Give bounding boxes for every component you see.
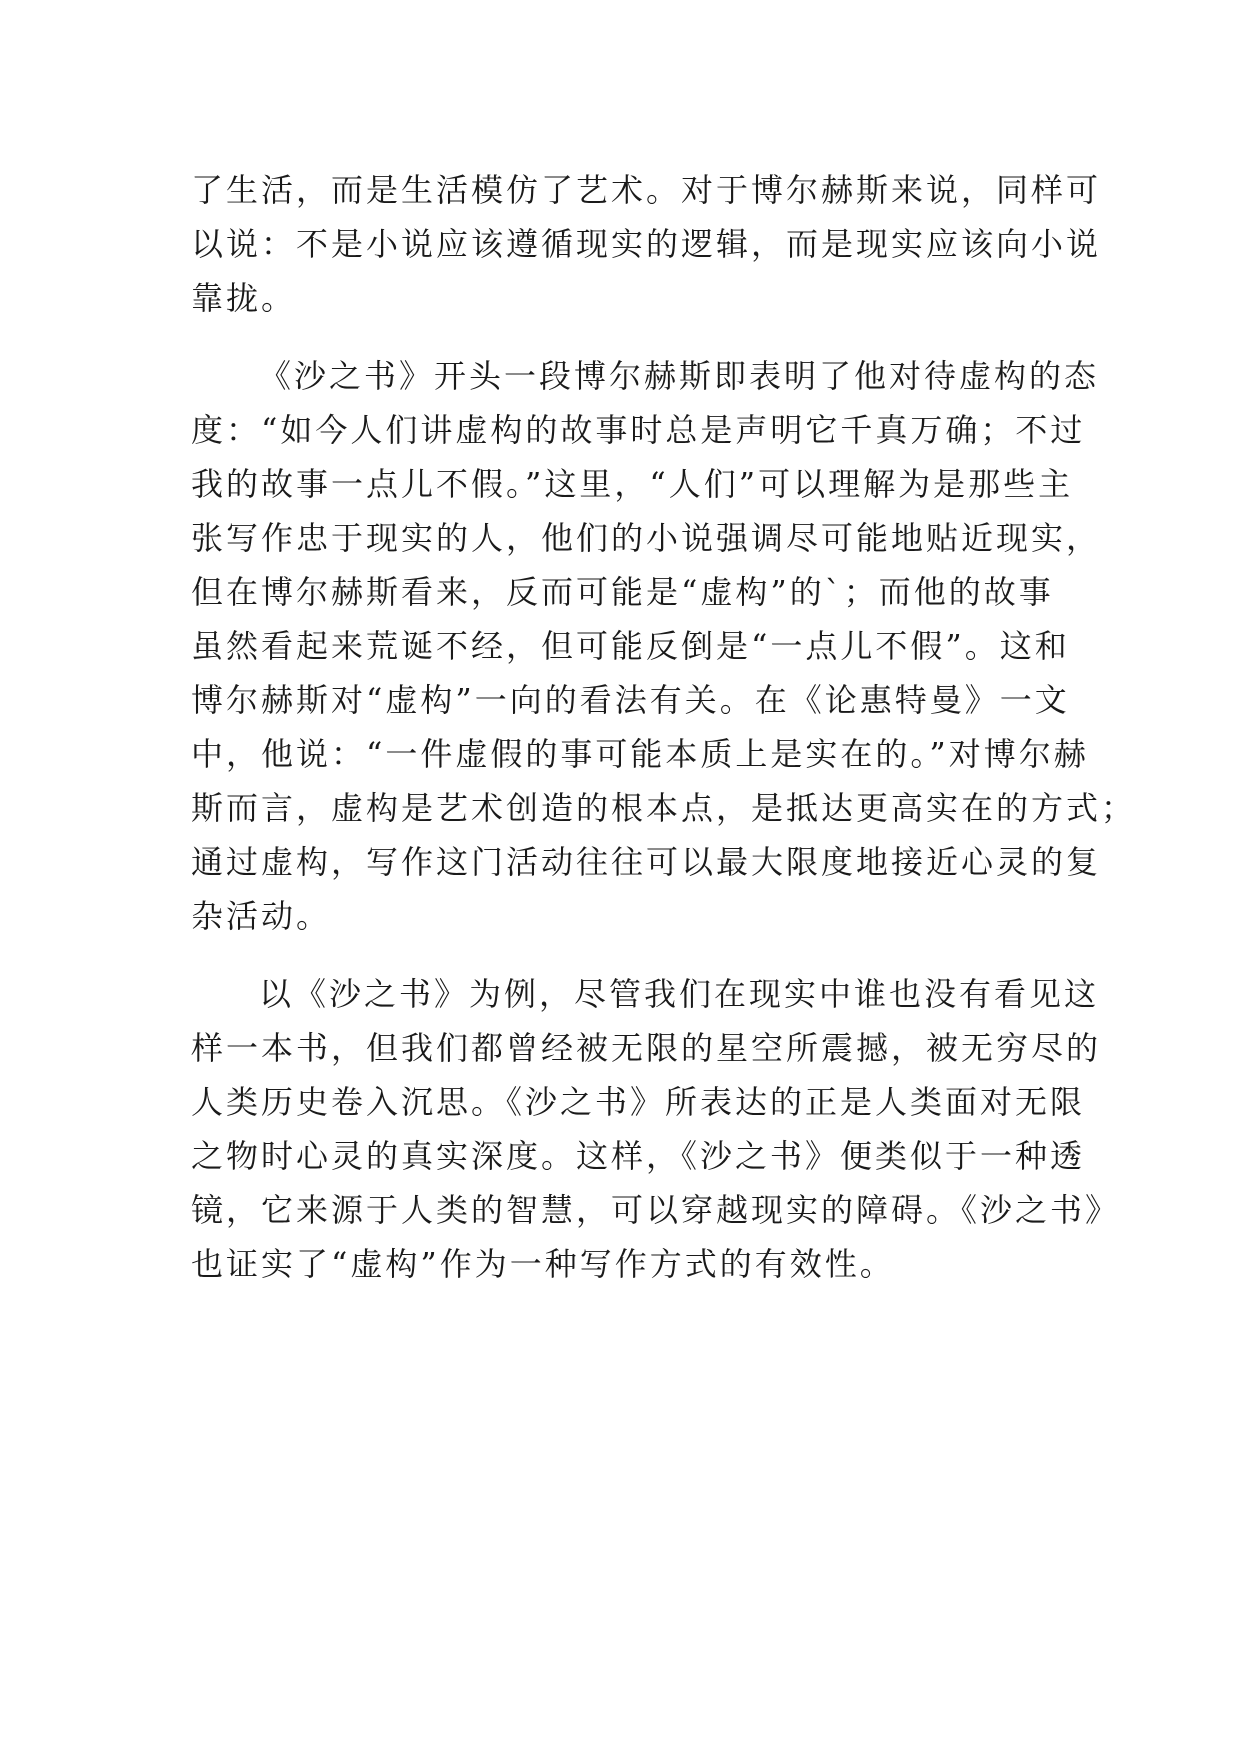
text-line: 张写作忠于现实的人，他们的小说强调尽可能地贴近现实， <box>191 519 1102 557</box>
text-line: 斯而言，虚构是艺术创造的根本点，是抵达更高实在的方式； <box>191 789 1137 827</box>
text-line: 靠拢。 <box>191 279 297 317</box>
paragraph-2 <box>191 349 1137 943</box>
text-line: 人类历史卷入沉思。《沙之书》所表达的正是人类面对无限 <box>191 1083 1086 1121</box>
document-body <box>191 163 1137 1291</box>
text-line: 博尔赫斯对“虚构”一向的看法有关。在《论惠特曼》一文 <box>191 681 1070 719</box>
paragraph-3 <box>191 967 1121 1291</box>
text-line: 镜，它来源于人类的智慧，可以穿越现实的障碍。《沙之书》 <box>191 1191 1121 1229</box>
text-line: 虽然看起来荒诞不经，但可能反倒是“一点儿不假”。这和 <box>191 627 1070 665</box>
text-line: 我的故事一点儿不假。”这里，“人们”可以理解为是那些主 <box>191 465 1074 503</box>
text-line: 以《沙之书》为例，尽管我们在现实中谁也没有看见这 <box>259 975 1100 1013</box>
text-line: 度：“如今人们讲虚构的故事时总是声明它千真万确；不过 <box>191 411 1086 449</box>
text-line: 中，他说：“一件虚假的事可能本质上是实在的。”对博尔赫 <box>191 735 1089 773</box>
paragraph-1 <box>191 163 1102 325</box>
text-line: 以说：不是小说应该遵循现实的逻辑，而是现实应该向小说 <box>191 225 1102 263</box>
text-line: 通过虚构，写作这门活动往往可以最大限度地接近心灵的复 <box>191 843 1102 881</box>
text-line: 《沙之书》开头一段博尔赫斯即表明了他对待虚构的态 <box>259 357 1100 395</box>
text-line: 样一本书，但我们都曾经被无限的星空所震撼，被无穷尽的 <box>191 1029 1102 1067</box>
text-line: 也证实了“虚构”作为一种写作方式的有效性。 <box>191 1245 895 1283</box>
text-line: 杂活动。 <box>191 897 332 935</box>
text-line: 了生活，而是生活模仿了艺术。对于博尔赫斯来说，同样可 <box>191 171 1102 209</box>
text-line: 之物时心灵的真实深度。这样，《沙之书》便类似于一种透 <box>191 1137 1086 1175</box>
text-line: 但在博尔赫斯看来，反而可能是“虚构”的`；而他的故事 <box>191 573 1054 611</box>
